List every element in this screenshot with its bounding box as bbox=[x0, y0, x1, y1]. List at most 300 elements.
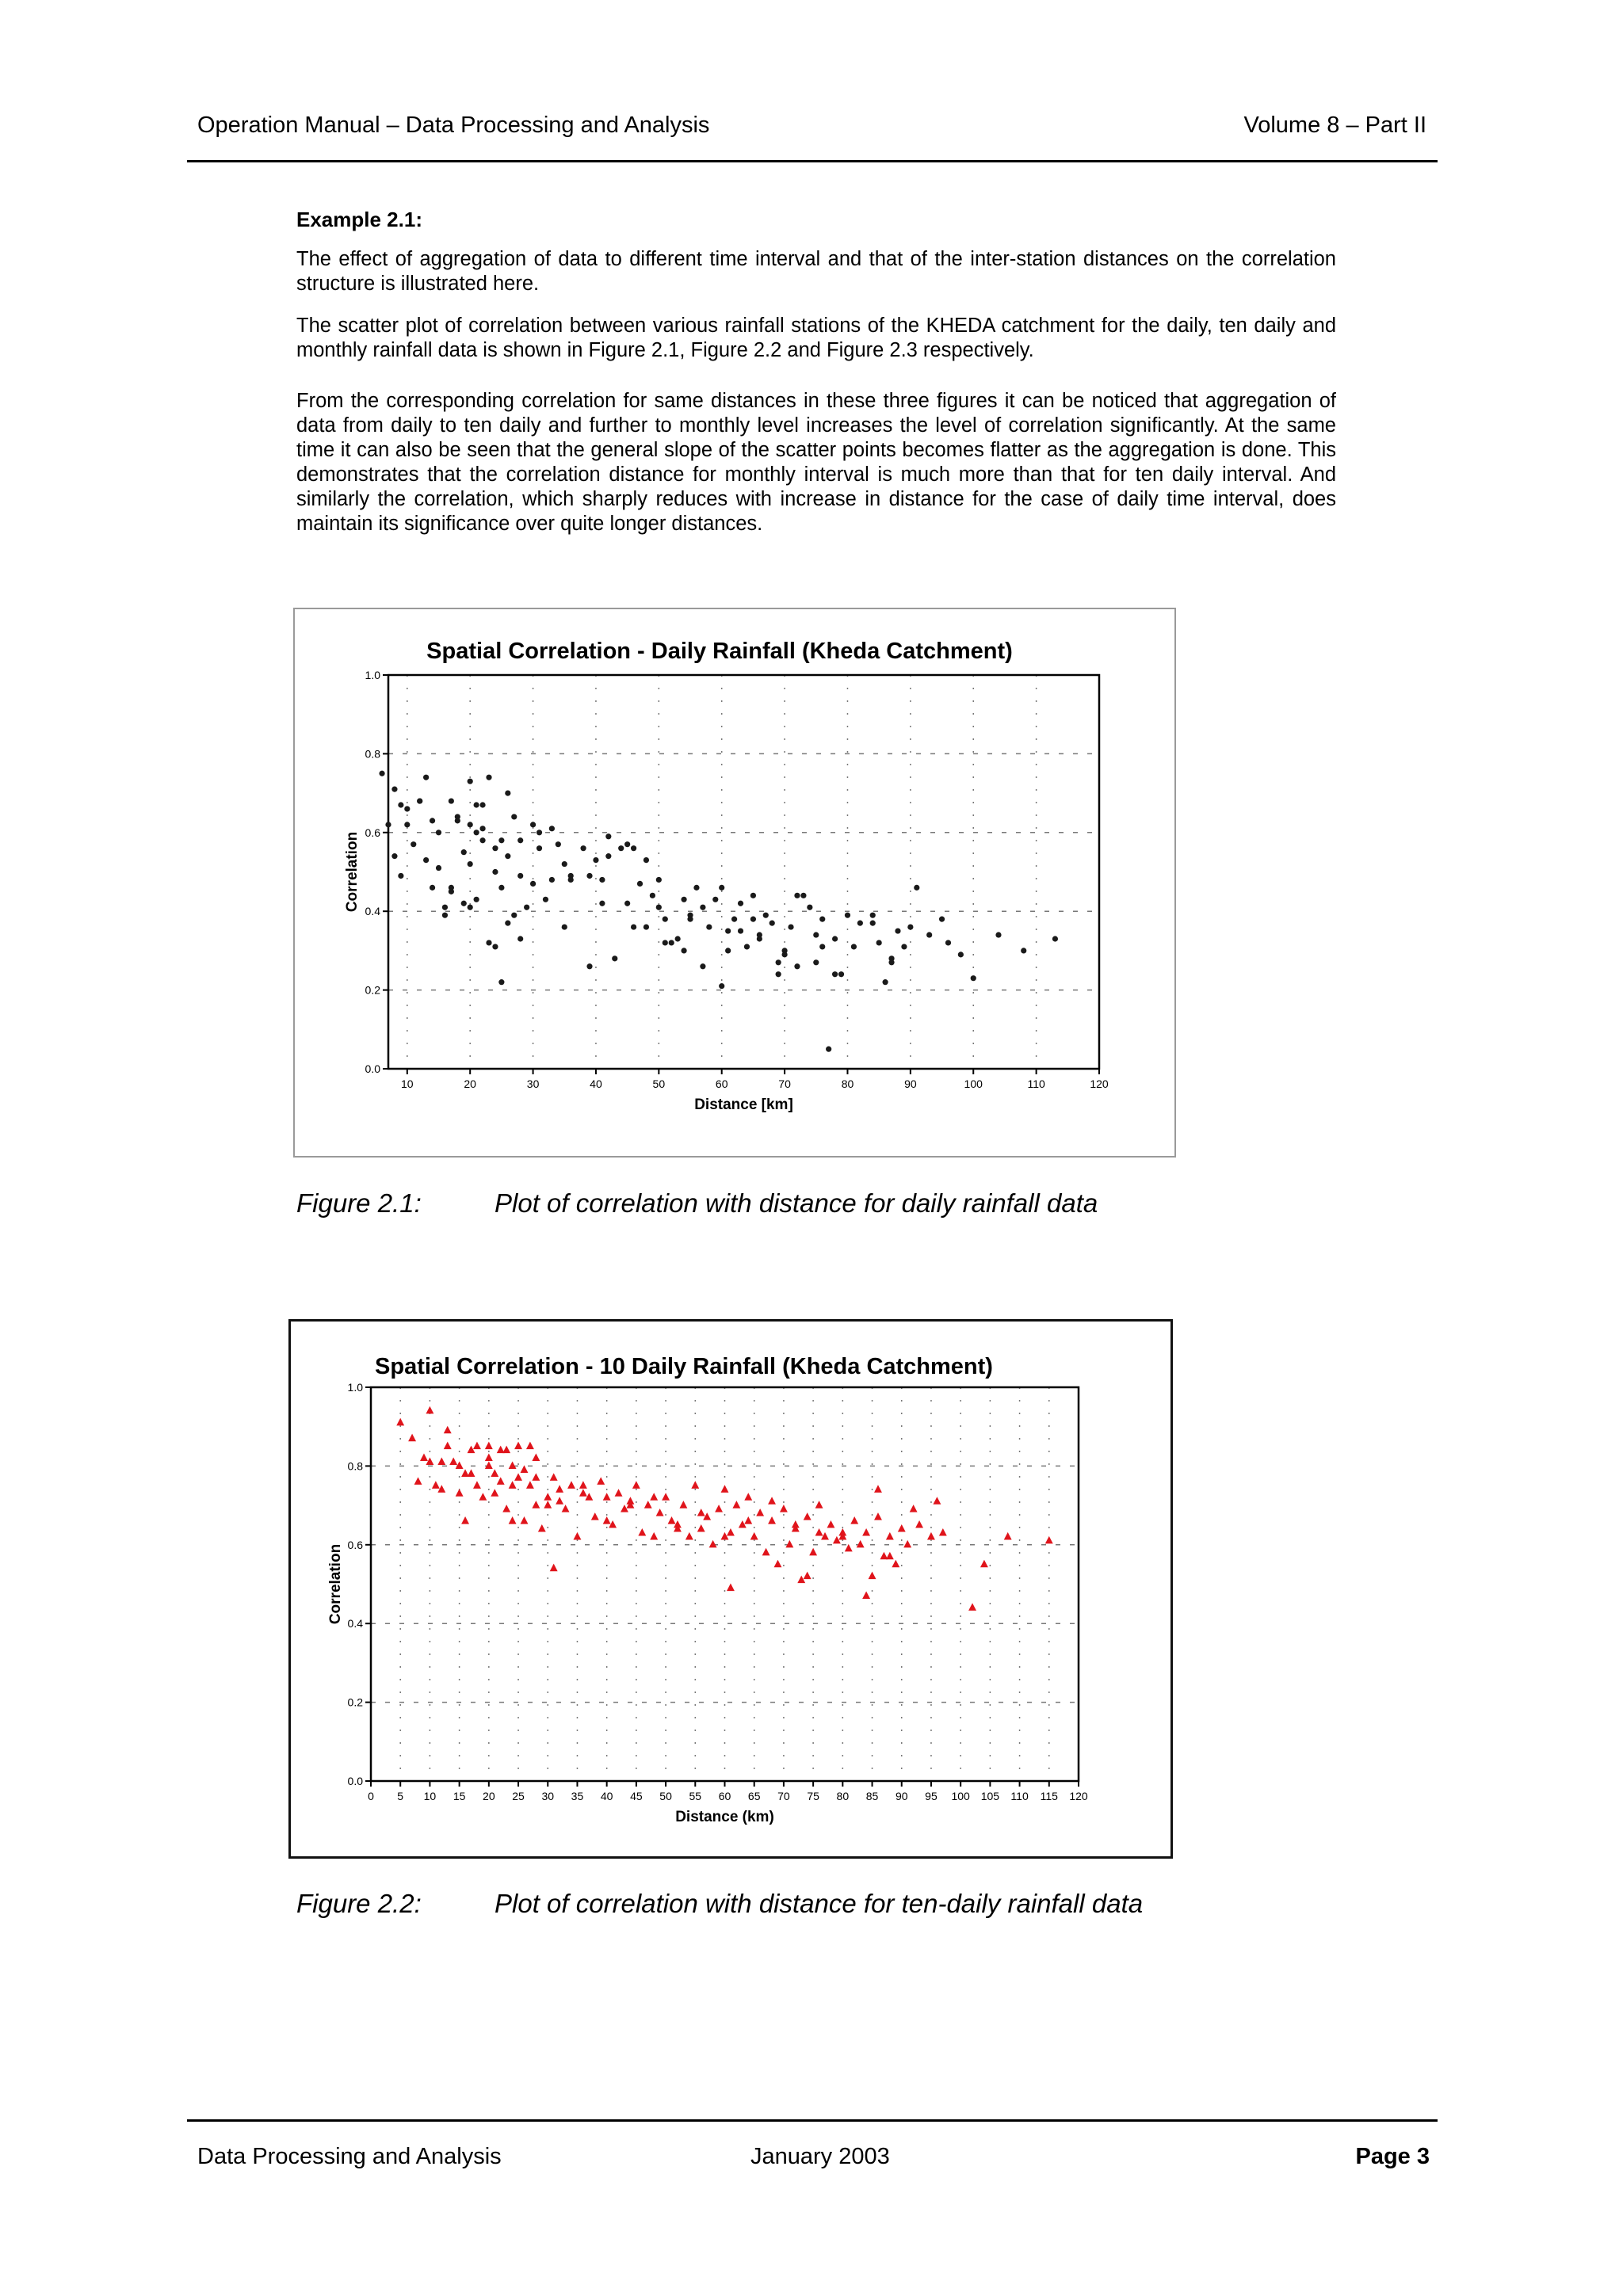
data-point bbox=[727, 1584, 735, 1592]
data-point bbox=[901, 944, 907, 949]
data-point bbox=[396, 1418, 404, 1426]
data-point bbox=[479, 802, 485, 807]
data-point bbox=[807, 905, 812, 910]
data-point bbox=[804, 1512, 812, 1520]
data-point bbox=[444, 1442, 452, 1450]
y-tick-label: 0.8 bbox=[347, 1459, 363, 1473]
data-point bbox=[898, 1524, 906, 1532]
data-point bbox=[907, 924, 913, 929]
data-point bbox=[637, 881, 643, 887]
y-tick-label: 1.0 bbox=[347, 1381, 363, 1394]
data-point bbox=[430, 885, 435, 891]
data-point bbox=[612, 955, 617, 961]
data-point bbox=[492, 944, 498, 949]
data-point bbox=[794, 893, 800, 898]
data-point bbox=[876, 940, 882, 945]
data-point bbox=[456, 1461, 464, 1469]
data-point bbox=[756, 1508, 764, 1516]
data-point bbox=[449, 798, 454, 803]
data-point bbox=[892, 1560, 899, 1568]
data-point bbox=[1004, 1532, 1012, 1540]
data-point bbox=[888, 959, 894, 965]
data-point bbox=[903, 1540, 911, 1548]
data-point bbox=[603, 1516, 611, 1524]
data-point bbox=[621, 1505, 628, 1512]
paragraph-3: From the corresponding correlation for same distances in these three figures it can be noticed that aggregation of data from daily to ten daily and further to monthly level increases the level of correlation significantly. At the same time it can also be seen that the general slope of the scatter points becomes flatter as the aggregation is done. This demonstrates that the correlation distance for monthly interval is much more than that for ten daily interval. And similarly the correlation, which sharply reduces with increase in distance for the case of daily time interval, does maintain its significance over quite longer distances. bbox=[296, 390, 1336, 535]
data-point bbox=[556, 1497, 563, 1505]
data-point bbox=[479, 1493, 487, 1501]
data-point bbox=[744, 1493, 752, 1501]
y-tick-label: 0.6 bbox=[347, 1538, 363, 1551]
x-tick-label: 50 bbox=[659, 1790, 672, 1802]
data-point bbox=[385, 822, 391, 827]
data-point bbox=[813, 932, 819, 937]
data-point bbox=[650, 1493, 658, 1501]
data-point bbox=[492, 845, 498, 851]
data-point bbox=[945, 940, 951, 945]
y-axis-label: Correlation bbox=[344, 831, 361, 913]
data-point bbox=[769, 921, 775, 926]
data-point bbox=[774, 1560, 782, 1568]
x-tick-label: 40 bbox=[590, 1077, 602, 1090]
data-point bbox=[398, 802, 403, 807]
daily-scatter-chart bbox=[295, 609, 1174, 1156]
data-point bbox=[792, 1520, 800, 1528]
data-point bbox=[430, 818, 435, 823]
data-point bbox=[505, 921, 510, 926]
x-tick-label: 100 bbox=[964, 1077, 983, 1090]
y-tick-label: 0.2 bbox=[365, 983, 380, 997]
data-point bbox=[762, 1548, 770, 1556]
data-point bbox=[725, 928, 731, 933]
data-point bbox=[609, 1520, 617, 1528]
data-point bbox=[1021, 948, 1026, 953]
data-point bbox=[656, 1508, 664, 1516]
data-point bbox=[669, 940, 674, 945]
x-tick-label: 60 bbox=[715, 1077, 728, 1090]
data-point bbox=[461, 1469, 469, 1477]
data-point bbox=[442, 905, 448, 910]
data-point bbox=[681, 897, 686, 902]
data-point bbox=[693, 885, 699, 891]
data-point bbox=[631, 924, 636, 929]
data-point bbox=[687, 913, 693, 918]
x-tick-label: 60 bbox=[718, 1790, 731, 1802]
data-point bbox=[514, 1442, 522, 1450]
data-point bbox=[586, 963, 592, 969]
data-point bbox=[498, 979, 504, 985]
data-point bbox=[927, 1532, 935, 1540]
data-point bbox=[593, 857, 598, 863]
data-point bbox=[485, 1454, 493, 1462]
data-point bbox=[895, 928, 900, 933]
data-point bbox=[492, 869, 498, 875]
data-point bbox=[579, 1481, 587, 1489]
data-point bbox=[910, 1505, 918, 1512]
y-tick-label: 0.6 bbox=[365, 826, 380, 839]
data-point bbox=[1052, 936, 1058, 941]
data-point bbox=[721, 1485, 729, 1493]
y-tick-label: 1.0 bbox=[365, 669, 380, 681]
data-point bbox=[408, 1434, 416, 1442]
data-point bbox=[819, 917, 825, 922]
x-tick-label: 85 bbox=[865, 1790, 879, 1802]
data-point bbox=[479, 826, 485, 831]
data-point bbox=[538, 1524, 546, 1532]
data-point bbox=[797, 1576, 805, 1584]
data-point bbox=[632, 1481, 640, 1489]
data-point bbox=[521, 1516, 529, 1524]
data-point bbox=[700, 963, 705, 969]
data-point bbox=[468, 861, 473, 867]
x-tick-label: 30 bbox=[541, 1790, 555, 1802]
x-tick-label: 45 bbox=[630, 1790, 643, 1802]
data-point bbox=[995, 932, 1001, 937]
data-point bbox=[638, 1528, 646, 1536]
data-point bbox=[468, 1446, 475, 1454]
data-point bbox=[626, 1501, 634, 1508]
data-point bbox=[498, 837, 504, 843]
data-point bbox=[437, 1485, 445, 1493]
x-tick-label: 75 bbox=[807, 1790, 819, 1802]
header-volume: Volume 8 – Part II bbox=[1243, 113, 1426, 138]
data-point bbox=[833, 1536, 841, 1544]
figure-2-1-caption bbox=[296, 1188, 1098, 1219]
data-point bbox=[785, 1540, 793, 1548]
data-point bbox=[556, 1485, 563, 1493]
data-point bbox=[712, 897, 718, 902]
data-point bbox=[674, 1524, 682, 1532]
data-point bbox=[781, 952, 787, 957]
data-point bbox=[914, 885, 919, 891]
data-point bbox=[461, 849, 467, 855]
data-point bbox=[562, 861, 567, 867]
x-tick-label: 35 bbox=[571, 1790, 584, 1802]
figure-2-2-text: Plot of correlation with distance for ten-daily rainfall data bbox=[495, 1889, 1144, 1918]
data-point bbox=[442, 913, 448, 918]
example-heading: Example 2.1: bbox=[296, 208, 422, 231]
data-point bbox=[838, 1532, 846, 1540]
data-point bbox=[815, 1528, 823, 1536]
data-point bbox=[468, 779, 473, 784]
data-point bbox=[485, 1461, 493, 1469]
data-point bbox=[491, 1469, 498, 1477]
data-point bbox=[757, 932, 762, 937]
y-axis-label: Correlation bbox=[327, 1543, 344, 1625]
data-point bbox=[832, 971, 838, 977]
data-point bbox=[915, 1520, 923, 1528]
data-point bbox=[444, 1426, 452, 1434]
header-title: Operation Manual – Data Processing and Analysis bbox=[197, 113, 710, 138]
data-point bbox=[537, 830, 542, 835]
data-point bbox=[544, 1493, 552, 1501]
x-tick-label: 70 bbox=[778, 1077, 791, 1090]
data-point bbox=[821, 1532, 829, 1540]
x-tick-label: 80 bbox=[841, 1077, 854, 1090]
data-point bbox=[883, 979, 888, 985]
data-point bbox=[537, 845, 542, 851]
data-point bbox=[449, 889, 454, 894]
data-point bbox=[417, 798, 422, 803]
data-point bbox=[691, 1481, 699, 1489]
data-point bbox=[679, 1501, 687, 1508]
data-point bbox=[532, 1473, 540, 1481]
data-point bbox=[423, 857, 429, 863]
data-point bbox=[618, 845, 624, 851]
data-point bbox=[738, 928, 743, 933]
x-tick-label: 90 bbox=[904, 1077, 917, 1090]
data-point bbox=[556, 841, 561, 847]
chart-title: Spatial Correlation - Daily Rainfall (Kheda Catchment) bbox=[426, 639, 1013, 664]
figure-2-2-label: Figure 2.2: bbox=[296, 1889, 422, 1918]
data-point bbox=[420, 1454, 428, 1462]
data-point bbox=[968, 1603, 976, 1611]
x-tick-label: 15 bbox=[453, 1790, 466, 1802]
data-point bbox=[491, 1489, 498, 1497]
data-point bbox=[870, 921, 876, 926]
data-point bbox=[838, 971, 844, 977]
figure-2-1-label: Figure 2.1: bbox=[296, 1188, 422, 1218]
paragraph-1: The effect of aggregation of data to different time interval and that of the inter-station distances on the correlation structure is illustrated here. bbox=[296, 248, 1336, 295]
x-tick-label: 0 bbox=[368, 1790, 374, 1802]
data-point bbox=[750, 1532, 758, 1540]
x-tick-label: 10 bbox=[423, 1790, 437, 1802]
data-point bbox=[933, 1497, 941, 1505]
footer-title: Data Processing and Analysis bbox=[197, 2144, 502, 2169]
data-point bbox=[857, 921, 863, 926]
data-point bbox=[599, 901, 605, 906]
data-point bbox=[697, 1508, 705, 1516]
data-point bbox=[869, 1572, 876, 1580]
data-point bbox=[580, 845, 586, 851]
data-point bbox=[725, 948, 731, 953]
data-point bbox=[414, 1477, 422, 1485]
data-point bbox=[826, 1047, 831, 1052]
data-point bbox=[497, 1477, 505, 1485]
x-tick-label: 5 bbox=[397, 1790, 404, 1802]
data-point bbox=[461, 901, 467, 906]
x-axis-label: Distance [km] bbox=[694, 1097, 793, 1113]
paragraph-2: The scatter plot of correlation between various rainfall stations of the KHEDA catchment for the daily, ten daily and monthly rainfall data is shown in Figure 2.1, Figure 2.2 and Figure 2.3 respectively. bbox=[296, 315, 1336, 361]
data-point bbox=[886, 1552, 894, 1560]
data-point bbox=[644, 1501, 652, 1508]
x-tick-label: 50 bbox=[652, 1077, 666, 1090]
data-point bbox=[744, 1516, 752, 1524]
data-point bbox=[404, 822, 410, 827]
data-point bbox=[832, 936, 838, 941]
data-point bbox=[662, 1493, 670, 1501]
data-point bbox=[827, 1520, 835, 1528]
data-point bbox=[886, 1532, 894, 1540]
data-point bbox=[391, 853, 397, 859]
data-point bbox=[579, 1489, 587, 1497]
x-tick-label: 25 bbox=[512, 1790, 525, 1802]
data-point bbox=[845, 913, 850, 918]
data-point bbox=[739, 1520, 747, 1528]
data-point bbox=[586, 873, 592, 879]
data-point bbox=[449, 1457, 457, 1465]
x-axis-label: Distance (km) bbox=[675, 1809, 774, 1825]
x-tick-label: 110 bbox=[1027, 1077, 1045, 1090]
data-point bbox=[485, 1442, 493, 1450]
data-point bbox=[461, 1516, 469, 1524]
data-point bbox=[411, 841, 416, 847]
data-point bbox=[715, 1505, 723, 1512]
data-point bbox=[505, 791, 510, 796]
data-point bbox=[605, 833, 611, 839]
data-point bbox=[562, 1505, 570, 1512]
data-point bbox=[473, 1442, 481, 1450]
figure-2-2-chart bbox=[288, 1319, 1173, 1859]
data-point bbox=[526, 1442, 534, 1450]
data-point bbox=[474, 830, 479, 835]
data-point bbox=[474, 802, 479, 807]
data-point bbox=[685, 1532, 693, 1540]
x-tick-label: 100 bbox=[951, 1790, 970, 1802]
y-tick-label: 0.4 bbox=[347, 1617, 363, 1630]
data-point bbox=[675, 936, 681, 941]
data-point bbox=[731, 917, 737, 922]
data-point bbox=[939, 1528, 947, 1536]
x-tick-label: 20 bbox=[464, 1077, 476, 1090]
x-tick-label: 90 bbox=[895, 1790, 908, 1802]
x-tick-label: 70 bbox=[777, 1790, 790, 1802]
data-point bbox=[709, 1540, 717, 1548]
data-point bbox=[391, 787, 397, 792]
data-point bbox=[526, 1481, 534, 1489]
data-point bbox=[800, 893, 806, 898]
data-point bbox=[473, 1481, 481, 1489]
data-point bbox=[514, 1473, 522, 1481]
data-point bbox=[926, 932, 932, 937]
data-point bbox=[597, 1477, 605, 1485]
data-point bbox=[502, 1446, 510, 1454]
data-point bbox=[721, 1532, 729, 1540]
data-point bbox=[474, 897, 479, 902]
data-point bbox=[624, 841, 630, 847]
data-point bbox=[788, 924, 793, 929]
data-point bbox=[780, 1505, 788, 1512]
data-point bbox=[939, 917, 945, 922]
data-point bbox=[544, 1501, 552, 1508]
data-point bbox=[456, 1489, 464, 1497]
data-point bbox=[697, 1524, 705, 1532]
data-point bbox=[980, 1560, 988, 1568]
data-point bbox=[524, 905, 529, 910]
data-point bbox=[663, 940, 668, 945]
x-tick-label: 40 bbox=[600, 1790, 613, 1802]
footer-rule bbox=[187, 2119, 1438, 2122]
data-point bbox=[738, 901, 743, 906]
data-point bbox=[719, 885, 724, 891]
data-point bbox=[455, 818, 460, 823]
data-point bbox=[436, 830, 441, 835]
data-point bbox=[605, 853, 611, 859]
data-point bbox=[857, 1540, 865, 1548]
data-point bbox=[543, 897, 548, 902]
data-point bbox=[603, 1493, 611, 1501]
data-point bbox=[776, 959, 781, 965]
data-point bbox=[468, 905, 473, 910]
data-point bbox=[549, 826, 555, 831]
data-point bbox=[650, 1532, 658, 1540]
data-point bbox=[550, 1564, 558, 1572]
data-point bbox=[562, 924, 567, 929]
data-point bbox=[530, 881, 536, 887]
data-point bbox=[768, 1497, 776, 1505]
y-tick-label: 0.8 bbox=[365, 747, 380, 761]
data-point bbox=[862, 1591, 870, 1599]
data-point bbox=[511, 814, 517, 819]
data-point bbox=[591, 1512, 599, 1520]
ten-daily-scatter-chart bbox=[291, 1322, 1170, 1856]
data-point bbox=[663, 917, 668, 922]
data-point bbox=[509, 1481, 517, 1489]
data-point bbox=[436, 865, 441, 871]
data-point bbox=[850, 1516, 858, 1524]
data-point bbox=[703, 1512, 711, 1520]
data-point bbox=[656, 905, 662, 910]
data-point bbox=[768, 1516, 776, 1524]
data-point bbox=[851, 944, 857, 949]
data-point bbox=[763, 913, 769, 918]
data-point bbox=[505, 853, 510, 859]
data-point bbox=[379, 771, 384, 776]
data-point bbox=[437, 1457, 445, 1465]
data-point bbox=[532, 1501, 540, 1508]
x-tick-label: 120 bbox=[1090, 1077, 1109, 1090]
data-point bbox=[870, 913, 876, 918]
x-tick-label: 95 bbox=[925, 1790, 938, 1802]
data-point bbox=[719, 983, 724, 989]
data-point bbox=[549, 877, 555, 883]
data-point bbox=[486, 775, 491, 780]
y-tick-label: 0.4 bbox=[365, 905, 380, 918]
data-point bbox=[567, 1481, 575, 1489]
data-point bbox=[650, 893, 655, 898]
data-point bbox=[874, 1485, 882, 1493]
x-tick-label: 20 bbox=[483, 1790, 495, 1802]
data-point bbox=[750, 917, 756, 922]
data-point bbox=[517, 873, 523, 879]
figure-2-1-chart bbox=[293, 608, 1176, 1158]
data-point bbox=[599, 877, 605, 883]
data-point bbox=[585, 1493, 593, 1501]
data-point bbox=[521, 1465, 529, 1473]
data-point bbox=[511, 913, 517, 918]
data-point bbox=[398, 873, 403, 879]
x-tick-label: 105 bbox=[980, 1790, 1000, 1802]
data-point bbox=[813, 959, 819, 965]
data-point bbox=[468, 822, 473, 827]
x-tick-label: 65 bbox=[747, 1790, 761, 1802]
data-point bbox=[530, 822, 536, 827]
x-tick-label: 30 bbox=[526, 1077, 540, 1090]
data-point bbox=[479, 837, 485, 843]
data-point bbox=[794, 963, 800, 969]
data-point bbox=[643, 857, 649, 863]
data-point bbox=[574, 1532, 582, 1540]
data-point bbox=[509, 1516, 517, 1524]
data-point bbox=[727, 1528, 735, 1536]
data-point bbox=[615, 1489, 623, 1497]
data-point bbox=[509, 1461, 517, 1469]
data-point bbox=[958, 952, 964, 957]
data-point bbox=[819, 944, 825, 949]
y-tick-label: 0.0 bbox=[347, 1775, 363, 1787]
data-point bbox=[668, 1516, 676, 1524]
data-point bbox=[809, 1548, 817, 1556]
